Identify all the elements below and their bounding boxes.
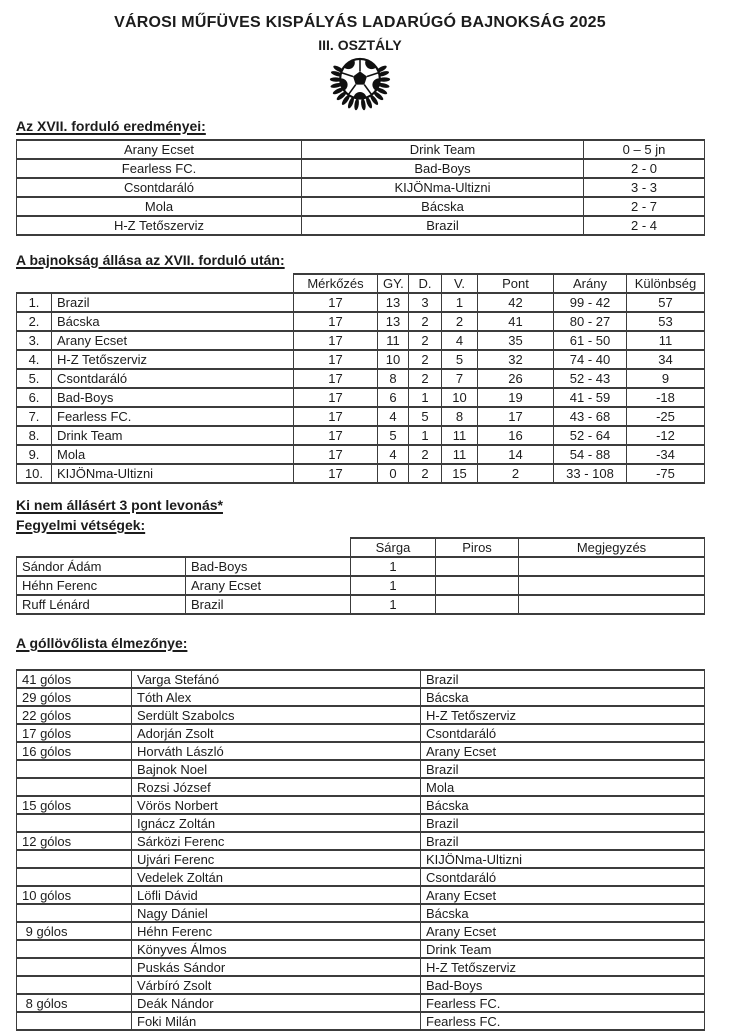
scorer-name: Könyves Álmos	[132, 940, 421, 958]
home-team: Fearless FC.	[17, 159, 302, 178]
team-name: Mola	[52, 445, 294, 464]
losses: 11	[442, 426, 478, 445]
scorer-team: Fearless FC.	[421, 994, 705, 1012]
goal-ratio: 43 - 68	[554, 407, 627, 426]
remark	[519, 576, 705, 595]
losses: 5	[442, 350, 478, 369]
yellow-cards: 1	[351, 576, 436, 595]
player-team: Bad-Boys	[186, 557, 351, 576]
scorer-row	[17, 832, 705, 850]
goal-difference: 9	[627, 369, 705, 388]
scorer-team: KIJÖNma-Ultizni	[421, 850, 705, 868]
scorer-team: Mola	[421, 778, 705, 796]
points: 35	[478, 331, 554, 350]
scorer-team: Bácska	[421, 796, 705, 814]
points: 16	[478, 426, 554, 445]
result-row	[17, 178, 705, 197]
scorer-team: Brazil	[421, 814, 705, 832]
goal-count	[17, 976, 132, 994]
scorer-team: Bácska	[421, 904, 705, 922]
goal-count: 17 gólos	[17, 724, 132, 742]
goal-count	[17, 778, 132, 796]
goal-difference: -34	[627, 445, 705, 464]
standing-row	[17, 312, 705, 331]
player-name: Ruff Lénárd	[17, 595, 186, 614]
matches-played: 17	[294, 350, 378, 369]
away-team: Bácska	[302, 197, 584, 216]
rank: 10.	[17, 464, 52, 483]
discipline-header-row	[17, 538, 705, 557]
soccer-ball-wreath-logo	[316, 52, 404, 114]
scorer-row	[17, 994, 705, 1012]
goal-ratio: 52 - 43	[554, 369, 627, 388]
goal-difference: 34	[627, 350, 705, 369]
rank: 7.	[17, 407, 52, 426]
scorers-heading: A góllövőlista élmezőnye:	[16, 635, 188, 651]
matches-played: 17	[294, 464, 378, 483]
standing-row	[17, 445, 705, 464]
standing-row	[17, 331, 705, 350]
scorer-name: Vörös Norbert	[132, 796, 421, 814]
draws: 2	[409, 350, 442, 369]
team-name: H-Z Tetőszerviz	[52, 350, 294, 369]
rank: 5.	[17, 369, 52, 388]
draws: 2	[409, 312, 442, 331]
goal-ratio: 41 - 59	[554, 388, 627, 407]
draws: 1	[409, 388, 442, 407]
scorer-name: Foki Milán	[132, 1012, 421, 1030]
points: 14	[478, 445, 554, 464]
goal-count	[17, 1012, 132, 1030]
scorer-row	[17, 670, 705, 688]
scorer-team: Arany Ecset	[421, 922, 705, 940]
standing-row	[17, 388, 705, 407]
player-name: Sándor Ádám	[17, 557, 186, 576]
team-name: Fearless FC.	[52, 407, 294, 426]
matches-played: 17	[294, 407, 378, 426]
result-row	[17, 197, 705, 216]
remark	[519, 595, 705, 614]
goal-count	[17, 814, 132, 832]
match-score: 0 – 5 jn	[584, 140, 705, 159]
wins: 0	[378, 464, 409, 483]
goal-count	[17, 904, 132, 922]
goal-difference: -18	[627, 388, 705, 407]
column-header-remark: Megjegyzés	[519, 538, 705, 557]
losses: 11	[442, 445, 478, 464]
yellow-cards: 1	[351, 557, 436, 576]
wins: 10	[378, 350, 409, 369]
away-team: KIJÖNma-Ultizni	[302, 178, 584, 197]
team-name: Arany Ecset	[52, 331, 294, 350]
matches-played: 17	[294, 293, 378, 312]
losses: 2	[442, 312, 478, 331]
goal-count: 22 gólos	[17, 706, 132, 724]
rank: 6.	[17, 388, 52, 407]
draws: 2	[409, 464, 442, 483]
scorer-name: Serdült Szabolcs	[132, 706, 421, 724]
results-table	[16, 139, 705, 236]
scorer-name: Bajnok Noel	[132, 760, 421, 778]
scorer-name: Héhn Ferenc	[132, 922, 421, 940]
scorer-name: Ignácz Zoltán	[132, 814, 421, 832]
goal-difference: 53	[627, 312, 705, 331]
goal-ratio: 80 - 27	[554, 312, 627, 331]
result-row	[17, 140, 705, 159]
goal-ratio: 52 - 64	[554, 426, 627, 445]
draws: 2	[409, 445, 442, 464]
points: 32	[478, 350, 554, 369]
column-header-points: Pont	[478, 274, 554, 293]
goal-count	[17, 868, 132, 886]
scorer-team: Fearless FC.	[421, 1012, 705, 1030]
standings-heading: A bajnokság állása az XVII. forduló után:	[16, 252, 285, 268]
away-team: Bad-Boys	[302, 159, 584, 178]
scorer-row	[17, 742, 705, 760]
home-team: Csontdaráló	[17, 178, 302, 197]
goal-count	[17, 850, 132, 868]
goal-count: 41 gólos	[17, 670, 132, 688]
rank: 8.	[17, 426, 52, 445]
points: 41	[478, 312, 554, 331]
discipline-header-spacer	[17, 538, 351, 557]
goal-count: 10 gólos	[17, 886, 132, 904]
goal-ratio: 99 - 42	[554, 293, 627, 312]
team-name: Bácska	[52, 312, 294, 331]
goal-ratio: 33 - 108	[554, 464, 627, 483]
scorer-name: Tóth Alex	[132, 688, 421, 706]
scorer-team: Brazil	[421, 832, 705, 850]
goal-count: 29 gólos	[17, 688, 132, 706]
rank: 1.	[17, 293, 52, 312]
column-header-yellow: Sárga	[351, 538, 436, 557]
scorer-row	[17, 904, 705, 922]
matches-played: 17	[294, 445, 378, 464]
scorer-row	[17, 958, 705, 976]
goal-difference: 11	[627, 331, 705, 350]
column-header-red: Piros	[436, 538, 519, 557]
standing-row	[17, 293, 705, 312]
standing-row	[17, 369, 705, 388]
scorer-row	[17, 940, 705, 958]
column-header-goal-ratio: Arány	[554, 274, 627, 293]
wins: 13	[378, 293, 409, 312]
column-header-losses: V.	[442, 274, 478, 293]
scorer-name: Rozsi József	[132, 778, 421, 796]
home-team: H-Z Tetőszerviz	[17, 216, 302, 235]
losses: 4	[442, 331, 478, 350]
team-name: Bad-Boys	[52, 388, 294, 407]
goal-count	[17, 958, 132, 976]
match-score: 2 - 4	[584, 216, 705, 235]
losses: 10	[442, 388, 478, 407]
away-team: Drink Team	[302, 140, 584, 159]
page-title: VÁROSI MŰFÜVES KISPÁLYÁS LADARÚGÓ BAJNOKSÁG 2025	[114, 14, 606, 31]
scorer-name: Löfli Dávid	[132, 886, 421, 904]
wins: 13	[378, 312, 409, 331]
scorer-name: Vedelek Zoltán	[132, 868, 421, 886]
match-score: 2 - 7	[584, 197, 705, 216]
scorer-team: Brazil	[421, 670, 705, 688]
rank: 3.	[17, 331, 52, 350]
match-score: 2 - 0	[584, 159, 705, 178]
home-team: Mola	[17, 197, 302, 216]
rank: 2.	[17, 312, 52, 331]
scorer-name: Puskás Sándor	[132, 958, 421, 976]
scorer-team: Bácska	[421, 688, 705, 706]
column-header-wins: GY.	[378, 274, 409, 293]
scorers-table	[16, 669, 705, 1031]
matches-played: 17	[294, 312, 378, 331]
column-header-draws: D.	[409, 274, 442, 293]
discipline-row	[17, 595, 705, 614]
wins: 8	[378, 369, 409, 388]
goal-ratio: 54 - 88	[554, 445, 627, 464]
losses: 15	[442, 464, 478, 483]
points: 2	[478, 464, 554, 483]
losses: 1	[442, 293, 478, 312]
scorer-name: Deák Nándor	[132, 994, 421, 1012]
player-team: Arany Ecset	[186, 576, 351, 595]
scorer-row	[17, 724, 705, 742]
results-heading: Az XVII. forduló eredményei:	[16, 118, 206, 134]
matches-played: 17	[294, 369, 378, 388]
wins: 4	[378, 407, 409, 426]
goal-count	[17, 940, 132, 958]
scorer-row	[17, 778, 705, 796]
points: 26	[478, 369, 554, 388]
team-name: Brazil	[52, 293, 294, 312]
goal-count: 16 gólos	[17, 742, 132, 760]
scorer-team: Csontdaráló	[421, 868, 705, 886]
team-name: Csontdaráló	[52, 369, 294, 388]
scorer-row	[17, 796, 705, 814]
red-cards	[436, 595, 519, 614]
scorer-team: Csontdaráló	[421, 724, 705, 742]
scorer-name: Varga Stefánó	[132, 670, 421, 688]
away-team: Brazil	[302, 216, 584, 235]
scorer-row	[17, 886, 705, 904]
scorer-row	[17, 922, 705, 940]
scorer-name: Nagy Dániel	[132, 904, 421, 922]
points: 42	[478, 293, 554, 312]
scorer-row	[17, 850, 705, 868]
team-name: KIJÖNma-Ultizni	[52, 464, 294, 483]
discipline-table	[16, 537, 705, 615]
goal-count: 8 gólos	[17, 994, 132, 1012]
losses: 7	[442, 369, 478, 388]
remark	[519, 557, 705, 576]
scorer-team: Bad-Boys	[421, 976, 705, 994]
scorer-row	[17, 688, 705, 706]
scorer-team: Brazil	[421, 760, 705, 778]
scorer-name: Adorján Zsolt	[132, 724, 421, 742]
discipline-row	[17, 576, 705, 595]
standing-row	[17, 407, 705, 426]
wins: 4	[378, 445, 409, 464]
discipline-row	[17, 557, 705, 576]
discipline-heading: Fegyelmi vétségek:	[16, 517, 146, 533]
scorer-name: Ujvári Ferenc	[132, 850, 421, 868]
yellow-cards: 1	[351, 595, 436, 614]
rank: 4.	[17, 350, 52, 369]
goal-difference: -25	[627, 407, 705, 426]
wins: 6	[378, 388, 409, 407]
wins: 11	[378, 331, 409, 350]
result-row	[17, 159, 705, 178]
scorer-team: Drink Team	[421, 940, 705, 958]
goal-count: 9 gólos	[17, 922, 132, 940]
goal-difference: -75	[627, 464, 705, 483]
player-team: Brazil	[186, 595, 351, 614]
scorer-row	[17, 1012, 705, 1030]
red-cards	[436, 557, 519, 576]
column-header-difference: Különbség	[627, 274, 705, 293]
goal-count: 15 gólos	[17, 796, 132, 814]
scorer-row	[17, 976, 705, 994]
goal-count	[17, 760, 132, 778]
draws: 1	[409, 426, 442, 445]
standings-header-row	[17, 274, 705, 293]
standing-row	[17, 464, 705, 483]
deduction-note: Ki nem állásért 3 pont levonás*	[16, 497, 223, 513]
scorer-name: Várbíró Zsolt	[132, 976, 421, 994]
standing-row	[17, 426, 705, 445]
player-name: Héhn Ferenc	[17, 576, 186, 595]
draws: 3	[409, 293, 442, 312]
red-cards	[436, 576, 519, 595]
scorer-row	[17, 868, 705, 886]
scorer-name: Horváth László	[132, 742, 421, 760]
scorer-row	[17, 814, 705, 832]
goal-ratio: 74 - 40	[554, 350, 627, 369]
scorer-team: H-Z Tetőszerviz	[421, 706, 705, 724]
scorer-name: Sárközi Ferenc	[132, 832, 421, 850]
goal-ratio: 61 - 50	[554, 331, 627, 350]
points: 19	[478, 388, 554, 407]
points: 17	[478, 407, 554, 426]
draws: 5	[409, 407, 442, 426]
losses: 8	[442, 407, 478, 426]
goal-difference: 57	[627, 293, 705, 312]
scorer-row	[17, 706, 705, 724]
standing-row	[17, 350, 705, 369]
team-name: Drink Team	[52, 426, 294, 445]
standings-table	[16, 273, 705, 484]
matches-played: 17	[294, 426, 378, 445]
draws: 2	[409, 369, 442, 388]
standings-header-spacer	[17, 274, 294, 293]
matches-played: 17	[294, 331, 378, 350]
match-score: 3 - 3	[584, 178, 705, 197]
draws: 2	[409, 331, 442, 350]
home-team: Arany Ecset	[17, 140, 302, 159]
rank: 9.	[17, 445, 52, 464]
page-subtitle: III. OSZTÁLY	[318, 37, 402, 53]
matches-played: 17	[294, 388, 378, 407]
scorer-team: H-Z Tetőszerviz	[421, 958, 705, 976]
scorer-team: Arany Ecset	[421, 886, 705, 904]
logo-container	[16, 54, 704, 112]
scorer-row	[17, 760, 705, 778]
column-header-played: Mérkőzés	[294, 274, 378, 293]
wins: 5	[378, 426, 409, 445]
goal-count: 12 gólos	[17, 832, 132, 850]
goal-difference: -12	[627, 426, 705, 445]
scorer-team: Arany Ecset	[421, 742, 705, 760]
result-row	[17, 216, 705, 235]
